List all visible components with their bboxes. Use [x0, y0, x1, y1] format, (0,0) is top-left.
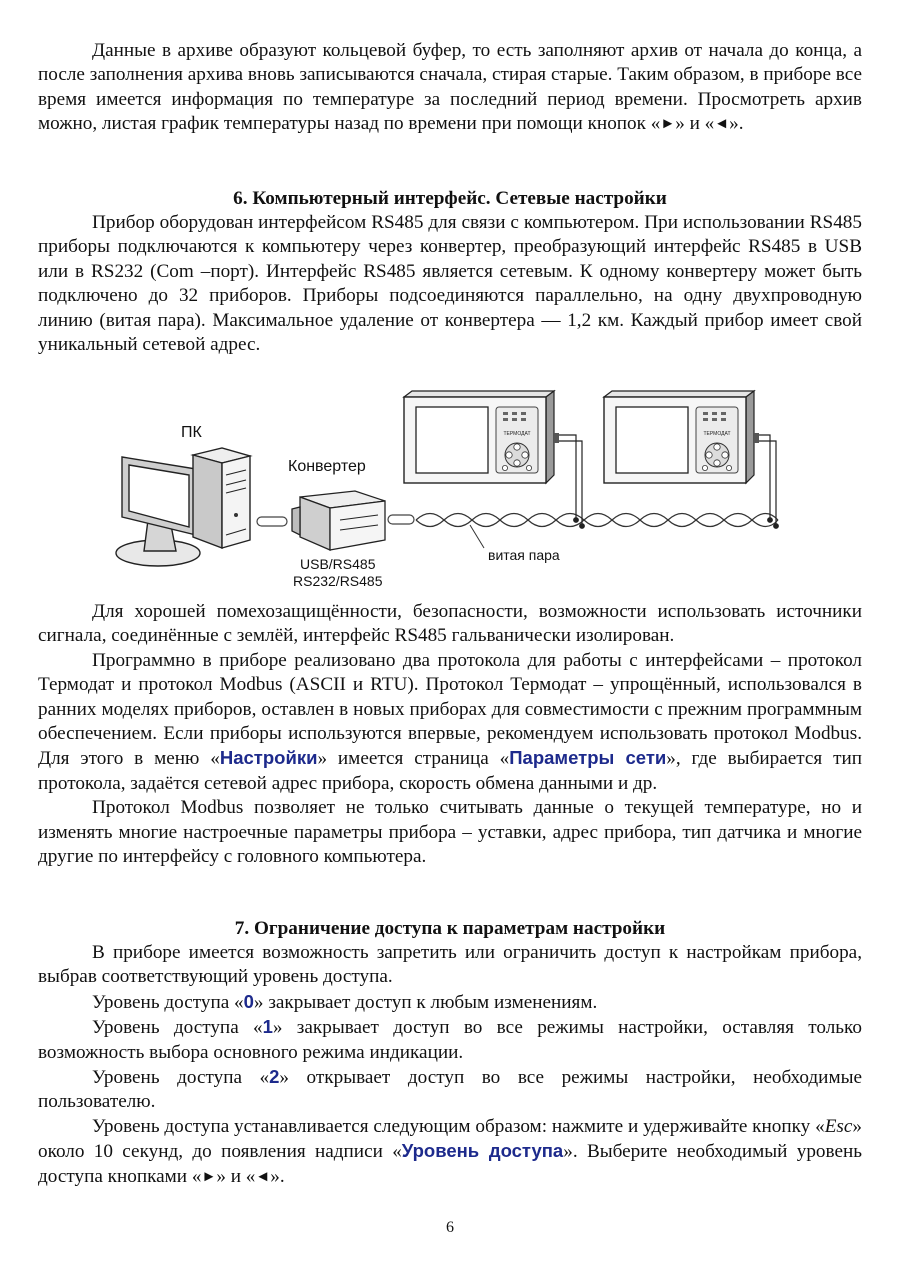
thermodat-device-1: [404, 391, 559, 483]
arrow-left-icon: ◄: [714, 116, 730, 133]
twisted-pair-label: витая пара: [488, 547, 560, 563]
pc-monitor-icon: [116, 457, 205, 566]
access-level-message: Уровень доступа: [401, 1140, 564, 1162]
network-params-page-name: Параметры сети: [509, 747, 667, 769]
converter-type-1: USB/RS485: [300, 556, 376, 572]
menu-settings-name: Настройки: [219, 747, 318, 769]
access-level-1-paragraph: Уровень доступа «1» закрывает доступ во все режимы настройки, оставляя только возможность выбора основного режима индикации.: [38, 1016, 863, 1063]
section-6-text: [38, 211, 862, 357]
page-number: 6: [446, 1219, 454, 1236]
twisted-pair-pointer: [470, 525, 484, 548]
converter-type-2: RS232/RS485: [293, 573, 383, 589]
section-7-text: [38, 941, 862, 1189]
section-6-paragraph-3: Программно в приборе реализовано два протокола для работы с интерфейсами – протокол Термодат и протокол Modbus (ASCII и RTU). Протокол Термодат – упрощённый, использовался в ранних моделях приборов, оставлен в новых приборах для совместимости с прежним программным обеспечением. Если приборы используются впервые, рекомендуем использовать протокол Modbus. Для этого в меню «Настройки» имеется страница «Параметры сети», где выбирается тип протокола, задаётся сетевой адрес прибора, скорость обмена данными и др.: [38, 649, 862, 794]
pc-label: ПК: [181, 424, 202, 441]
device-2-brand: ТЕРМОДАТ: [703, 431, 731, 437]
section-6-paragraph-1: Прибор оборудован интерфейсом RS485 для связи с компьютером. При использовании RS485 приборы подключаются к компьютеру через конвертер, преобразующий интерфейс RS485 в USB или в RS232 (Com –порт). Интерфейс RS485 является сетевым. К одному конвертеру может быть подключено до 32 приборов. Приборы подсоединяются параллельно, на одну двухпроводную линию (витая пара). Максимальное удаление от конвертера — 1,2 км. Каждый прибор имеет свой уникальный сетевой адрес.: [38, 212, 862, 356]
converter-icon: [292, 491, 385, 550]
thermodat-device-2: [604, 391, 759, 483]
section-6-paragraph-2: Для хорошей помехозащищённости, безопасности, возможности использовать источники сигнала, соединённые с землёй, интерфейс RS485 гальванически изолирован.: [38, 601, 862, 647]
arrow-right-icon: ►: [201, 1168, 217, 1185]
network-diagram: [0, 385, 900, 600]
section-6-text-continued: [38, 600, 862, 869]
access-level-1-value: 1: [262, 1016, 273, 1038]
device-1-brand: ТЕРМОДАТ: [503, 431, 531, 437]
intro-paragraph: Данные в архиве образуют кольцевой буфер, то есть заполняют архив от начала до конца, а после заполнения архива вновь записываются сначала, стирая старые. Таким образом, в приборе все время имеется информация по температуре за последний период времени. Просмотреть архив можно, листая график температуры назад по времени при помощи кнопок «►» и «◄».: [38, 40, 862, 135]
access-level-0-paragraph: Уровень доступа «0» закрывает доступ к любым изменениям.: [92, 990, 598, 1013]
device-1-wiring: [559, 435, 584, 528]
usb-cable: [257, 517, 287, 526]
twisted-pair-line: [416, 514, 778, 527]
pc-system-unit-icon: [193, 448, 250, 548]
arrow-left-icon: ◄: [255, 1168, 271, 1185]
converter-label: Конвертер: [288, 458, 366, 475]
section-6-title: 6. Компьютерный интерфейс. Сетевые настройки: [233, 188, 667, 209]
access-level-2-paragraph: Уровень доступа «2» открывает доступ во все режимы настройки, необходимые пользователю.: [38, 1066, 862, 1113]
intro-block: [38, 39, 862, 137]
intro-text: Данные в архиве образуют кольцевой буфер, то есть заполняют архив от начала до конца, а после заполнения архива вновь записываются сначала, стирая старые. Таким образом, в приборе все время имеется информация по температуре за последний период времени. Просмотреть архив можно, листая график температуры назад по времени при помощи кнопок: [38, 40, 862, 135]
rs485-cable: [388, 515, 414, 524]
arrow-right-icon: ►: [660, 116, 676, 133]
access-level-2-value: 2: [269, 1066, 280, 1088]
access-level-howto-paragraph: Уровень доступа устанавливается следующим образом: нажмите и удерживайте кнопку «Esc» около 10 секунд, до появления надписи «Уровень доступа». Выберите необходимый уровень доступа кнопками «►» и «◄».: [38, 1115, 863, 1187]
section-7-title: 7. Ограничение доступа к параметрам настройки: [234, 918, 666, 939]
section-6-paragraph-4: Протокол Modbus позволяет не только считывать данные о текущей температуре, но и изменять многие настроечные параметры прибора – уставки, адрес прибора, тип датчика и многие другие по интерфейсу с головного компьютера.: [38, 797, 862, 868]
section-7-paragraph-1: В приборе имеется возможность запретить или ограничить доступ к настройкам прибора, выбрав соответствующий уровень доступа.: [38, 942, 862, 988]
access-level-0-value: 0: [243, 990, 254, 1012]
esc-key-name: Esc: [824, 1115, 853, 1137]
